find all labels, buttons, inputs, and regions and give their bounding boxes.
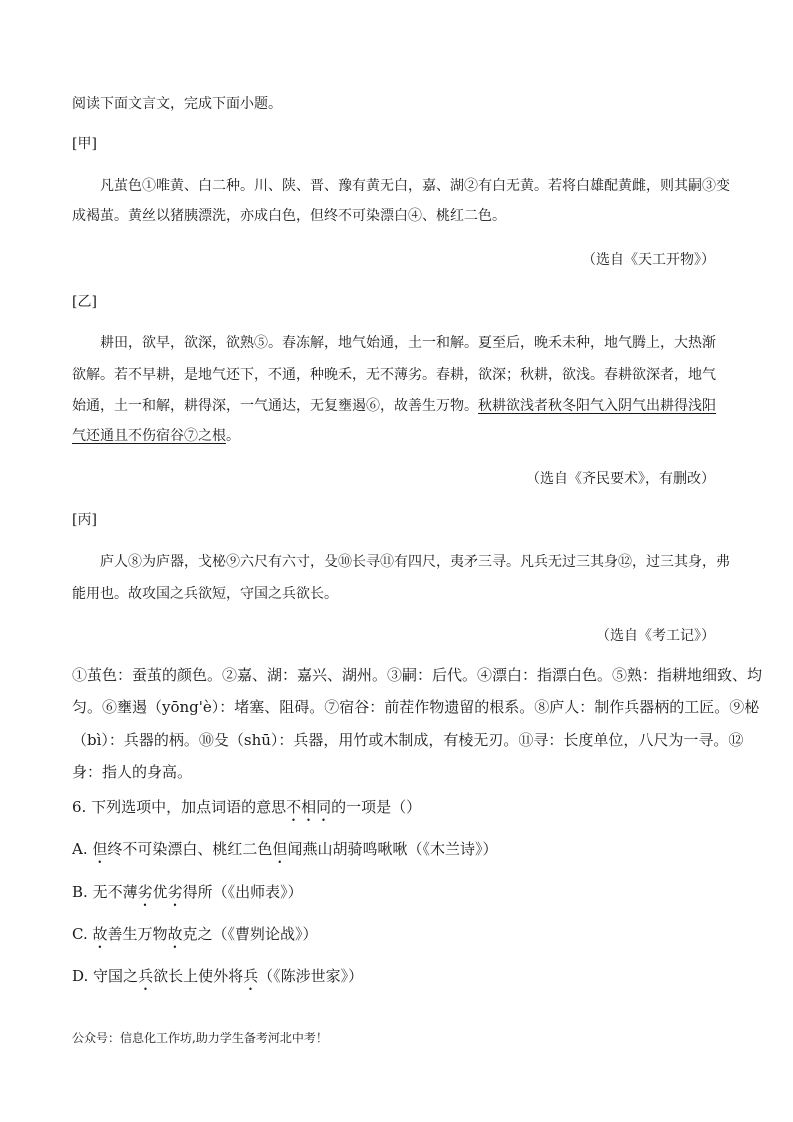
annotation-line: （bì）：兵器的柄。⑩殳（shū）：兵器，用竹或木制成，有棱无刃。⑪寻：长度单位，八尺为一寻。⑫ (72, 731, 744, 749)
option-text: 克之（《曹刿论战》） (182, 925, 318, 943)
yi-underlined-sentence: 秋耕欲浅者秋冬阳气入阴气出耕得浅阳 (478, 398, 716, 414)
question-stem (72, 797, 722, 825)
option-letter: C. (72, 925, 88, 943)
option-c[interactable] (72, 924, 722, 952)
option-letter: A. (72, 840, 88, 858)
option-dotted-word: 劣 (137, 883, 153, 901)
question-stem-text: 的一项是（） (331, 798, 422, 816)
annotation-line: 匀。⑥壅遏（yōng'è）：堵塞、阻碍。⑦宿谷：前茬作物遗留的根系。⑧庐人：制作兵器柄的工匠。⑨柲 (72, 698, 760, 716)
section-bing-label: [丙] (72, 512, 97, 528)
option-text: 无不薄 (92, 883, 138, 901)
option-text: 终不可染漂白、桃红二色 (107, 840, 273, 858)
yi-text-line: 耕田，欲早，欲深，欲熟⑤。春冻解，地气始通，土一和解。夏至后，晚禾未种，地气腾上，大热渐 (100, 335, 716, 351)
option-dotted-word: 兵 (138, 967, 154, 985)
option-text: 得所（《出师表》） (182, 883, 303, 901)
option-text: 闻燕山胡骑鸣啾啾（《木兰诗》） (287, 840, 498, 858)
bing-text-line: 能用也。故攻国之兵欲短，守国之兵欲长。 (72, 586, 338, 602)
jia-source: （选自《天工开物》） (582, 252, 715, 268)
option-a[interactable] (72, 839, 722, 867)
option-letter: B. (72, 883, 88, 901)
annotation-line: ①茧色：蚕茧的颜色。②嘉、湖：嘉兴、湖州。③嗣：后代。④漂白：指漂白色。⑤熟：指耕地细致、均 (72, 666, 763, 684)
option-text: 优 (152, 883, 168, 901)
option-dotted-word: 故 (167, 925, 183, 943)
footer-note: 公众号：信息化工作坊,助力学生备考河北中考！ (72, 1031, 328, 1045)
yi-text-line (72, 426, 722, 446)
option-d[interactable] (72, 966, 722, 994)
option-dotted-word: 劣 (167, 883, 183, 901)
option-text: （《陈涉世家》） (258, 967, 364, 985)
intro-instruction: 阅读下面文言文，完成下面小题。 (72, 96, 282, 112)
option-dotted-word: 但 (92, 840, 108, 858)
option-letter: D. (72, 967, 89, 985)
option-text: 善生万物 (107, 925, 168, 943)
yi-text-segment: 始通，土一和解，耕得深，一气通达，无复壅遏⑥，故善生万物。 (72, 398, 478, 414)
question-stem-emphasis: 不相同 (286, 798, 332, 816)
option-b[interactable] (72, 882, 722, 910)
option-text: 守国之 (93, 967, 139, 985)
yi-text-line (72, 396, 722, 416)
bing-text-line: 庐人⑧为庐器，戈柲⑨六尺有六寸，殳⑩长寻⑪有四尺，夷矛三寻。凡兵无过三其身⑫，过三其身，弗 (100, 554, 730, 570)
jia-text-line: 成褐茧。黄丝以猪胰漂洗，亦成白色，但终不可染漂白④、桃红二色。 (72, 208, 506, 224)
option-dotted-word: 但 (272, 840, 288, 858)
option-dotted-word: 故 (92, 925, 108, 943)
option-text: 欲长上使外将 (153, 967, 244, 985)
jia-text-line: 凡茧色①唯黄、白二种。川、陕、晋、豫有黄无白，嘉、湖②有白无黄。若将白雄配黄雌，则其嗣③变 (100, 178, 730, 194)
bing-source: （选自《考工记》） (596, 628, 715, 644)
question-stem-text: 6. 下列选项中，加点词语的意思 (72, 798, 287, 816)
section-jia-label: [甲] (72, 136, 97, 152)
section-yi-label: [乙] (72, 294, 97, 310)
yi-underlined-sentence-cont: 气还通且不伤宿谷⑦之根 (72, 428, 226, 444)
yi-end-punct: 。 (226, 428, 240, 444)
option-dotted-word: 兵 (243, 967, 259, 985)
yi-source: （选自《齐民要术》，有删改） (526, 471, 715, 487)
annotation-line: 身：指人的身高。 (72, 763, 193, 781)
yi-text-line: 欲解。若不早耕，是地气还下，不通，种晚禾，无不薄劣。春耕，欲深；秋耕，欲浅。春耕欲深者，地气 (72, 367, 716, 383)
